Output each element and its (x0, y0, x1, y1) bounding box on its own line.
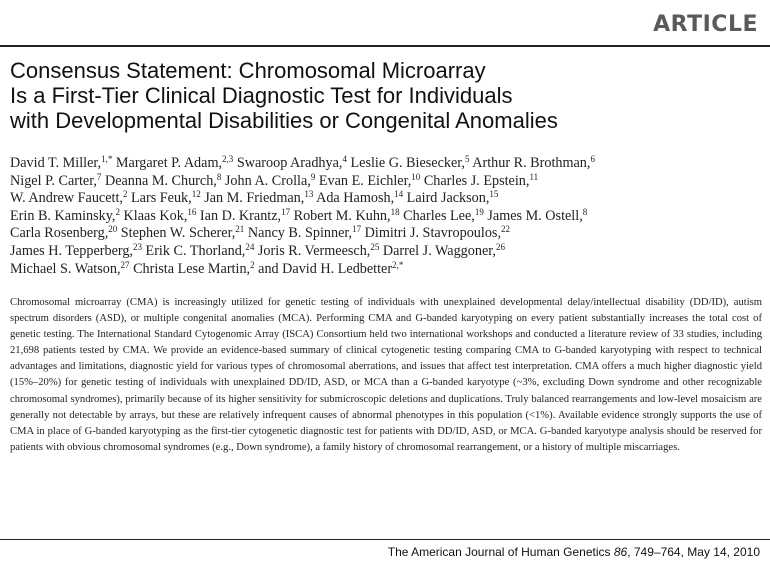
author-affiliation: 2 (115, 206, 120, 217)
journal-citation (388, 545, 760, 559)
author-name: Deanna M. Church, (104, 172, 217, 189)
author-affiliation: 6 (590, 154, 595, 164)
author-line (10, 208, 765, 226)
author-affiliation: 18 (390, 206, 400, 217)
author-name: Erin B. Kaminsky, (10, 207, 116, 224)
author-line (10, 261, 765, 279)
author-affiliation: 14 (394, 189, 404, 200)
author-line (10, 190, 765, 208)
author-name: Ian D. Krantz, (199, 207, 282, 224)
author-name: Erik C. Thorland, (145, 242, 246, 259)
author-affiliation: 4 (342, 154, 347, 164)
author-affiliation: 23 (132, 241, 142, 252)
author-name: James H. Tepperberg, (10, 242, 133, 259)
journal-pages-date: , 749–764, May 14, 2010 (627, 545, 760, 559)
author-name: Michael S. Watson, (10, 260, 121, 277)
author-affiliation: 2 (122, 189, 128, 200)
author-affiliation: 8 (216, 171, 222, 182)
author-name: Robert M. Kuhn, (293, 207, 391, 224)
author-name: Christa Lese Martin, (133, 260, 251, 277)
author-name: Leslie G. Biesecker, (350, 155, 465, 171)
author-name: Evan E. Eichler, (318, 172, 412, 189)
author-affiliation: 2 (250, 259, 255, 270)
author-name: W. Andrew Faucett, (10, 190, 123, 207)
author-affiliation: 25 (370, 241, 380, 252)
author-name: James M. Ostell, (487, 207, 583, 224)
journal-volume: 86 (613, 545, 628, 559)
title-line: Is a First-Tier Clinical Diagnostic Test for Individuals (10, 83, 513, 108)
title-line: with Developmental Disabilities or Congenital Anomalies (10, 108, 558, 133)
author-name: Jan M. Friedman, (204, 190, 305, 207)
author-name: David T. Miller, (10, 155, 102, 171)
author-affiliation: 17 (281, 206, 291, 217)
author-affiliation: 2,3 (222, 154, 234, 164)
author-name: Lars Feuk, (131, 190, 192, 207)
author-affiliation: 19 (474, 206, 484, 217)
journal-name: The American Journal of Human Genetics (387, 545, 611, 559)
author-affiliation: 21 (235, 224, 245, 235)
author-name: Darrel J. Waggoner, (382, 242, 496, 259)
author-name: Carla Rosenberg, (10, 225, 109, 242)
author-name: Nigel P. Carter, (10, 172, 97, 189)
author-affiliation: 13 (304, 189, 314, 200)
author-line (10, 243, 765, 261)
author-name: Margaret P. Adam, (115, 155, 223, 171)
author-name: Arthur R. Brothman, (472, 155, 591, 171)
author-name: Stephen W. Scherer, (120, 225, 236, 242)
header-rule (0, 45, 770, 47)
author-name: Charles J. Epstein, (423, 172, 530, 189)
author-affiliation: 1,* (101, 154, 113, 164)
title-line: Consensus Statement: Chromosomal Microarray (10, 58, 486, 83)
author-name: Dimitri J. Stavropoulos, (364, 225, 501, 242)
author-name: Swaroop Aradhya, (236, 155, 343, 171)
author-name: John A. Crolla, (224, 172, 311, 189)
author-affiliation: 15 (489, 189, 499, 200)
author-name: Laird Jackson, (406, 190, 490, 207)
author-line (10, 225, 765, 243)
author-affiliation: 8 (582, 206, 588, 217)
author-name: Nancy B. Spinner, (247, 225, 353, 242)
author-name: Ada Hamosh, (316, 190, 395, 207)
article-type-label: ARTICLE (653, 12, 758, 37)
author-affiliation: 22 (501, 224, 510, 235)
author-affiliation: 24 (245, 241, 255, 252)
author-affiliation: 11 (529, 171, 539, 182)
author-affiliation: 26 (495, 241, 505, 252)
author-line (10, 173, 765, 191)
author-name: and David H. Ledbetter (258, 260, 393, 277)
author-name: Joris R. Vermeesch, (257, 242, 371, 259)
author-affiliation: 7 (96, 171, 102, 182)
author-affiliation: 16 (187, 206, 197, 217)
author-affiliation: 2,* (392, 259, 404, 270)
author-affiliation: 9 (310, 171, 316, 182)
footer-rule (0, 539, 770, 540)
abstract-text: Chromosomal microarray (CMA) is increasingly utilized for genetic testing of individuals with unexplained developmental delay/intellectual disability (DD/ID), autism spectrum disorders (ASD), or multiple congenital anomalies (MCA). Performing CMA and G-banded karyotyping on every patient substantially increases the total cost of genetic testing. The International Standard Cytogenomic Array (ISCA) Consortium held two international workshops and conducted a literature review of 33 studies, including 21,698 patients tested by CMA. We provide an evidence-based summary of clinical cytogenetic testing comparing CMA to G-banded karyotyping with respect to technical advantages and limitations, diagnostic yield for various types of chromosomal aberrations, and issues that affect test interpretation. CMA offers a much higher diagnostic yield (15%–20%) for genetic testing of individuals with unexplained DD/ID, ASD, or MCA than a G-banded karyotype (~3%, excluding Down syndrome and other recognizable chromosomal syndromes), primarily because of its higher sensitivity for submicroscopic deletions and duplications. Truly balanced rearrangements and low-level mosaicism are generally not detectable by arrays, but these are relatively infrequent causes of abnormal phenotypes in this population (<1%). Available evidence strongly supports the use of CMA in place of G-banded karyotyping as the first-tier cytogenetic diagnostic test for patients with DD/ID, ASD, or MCA. G-banded karyotype analysis should be reserved for patients with obvious chromosomal syndromes (e.g., Down syndrome), a family history of chromosomal rearrangement, or a history of multiple miscarriages. (10, 297, 762, 453)
author-list (10, 155, 765, 278)
author-affiliation: 5 (464, 154, 470, 164)
author-name: Charles Lee, (403, 207, 475, 224)
paper-title (10, 58, 760, 133)
author-name: Klaas Kok, (123, 207, 188, 224)
author-line (10, 155, 765, 173)
author-affiliation: 27 (120, 259, 130, 270)
author-affiliation: 12 (191, 189, 201, 200)
author-affiliation: 20 (108, 224, 118, 235)
author-affiliation: 17 (352, 224, 362, 235)
author-affiliation: 10 (411, 171, 421, 182)
